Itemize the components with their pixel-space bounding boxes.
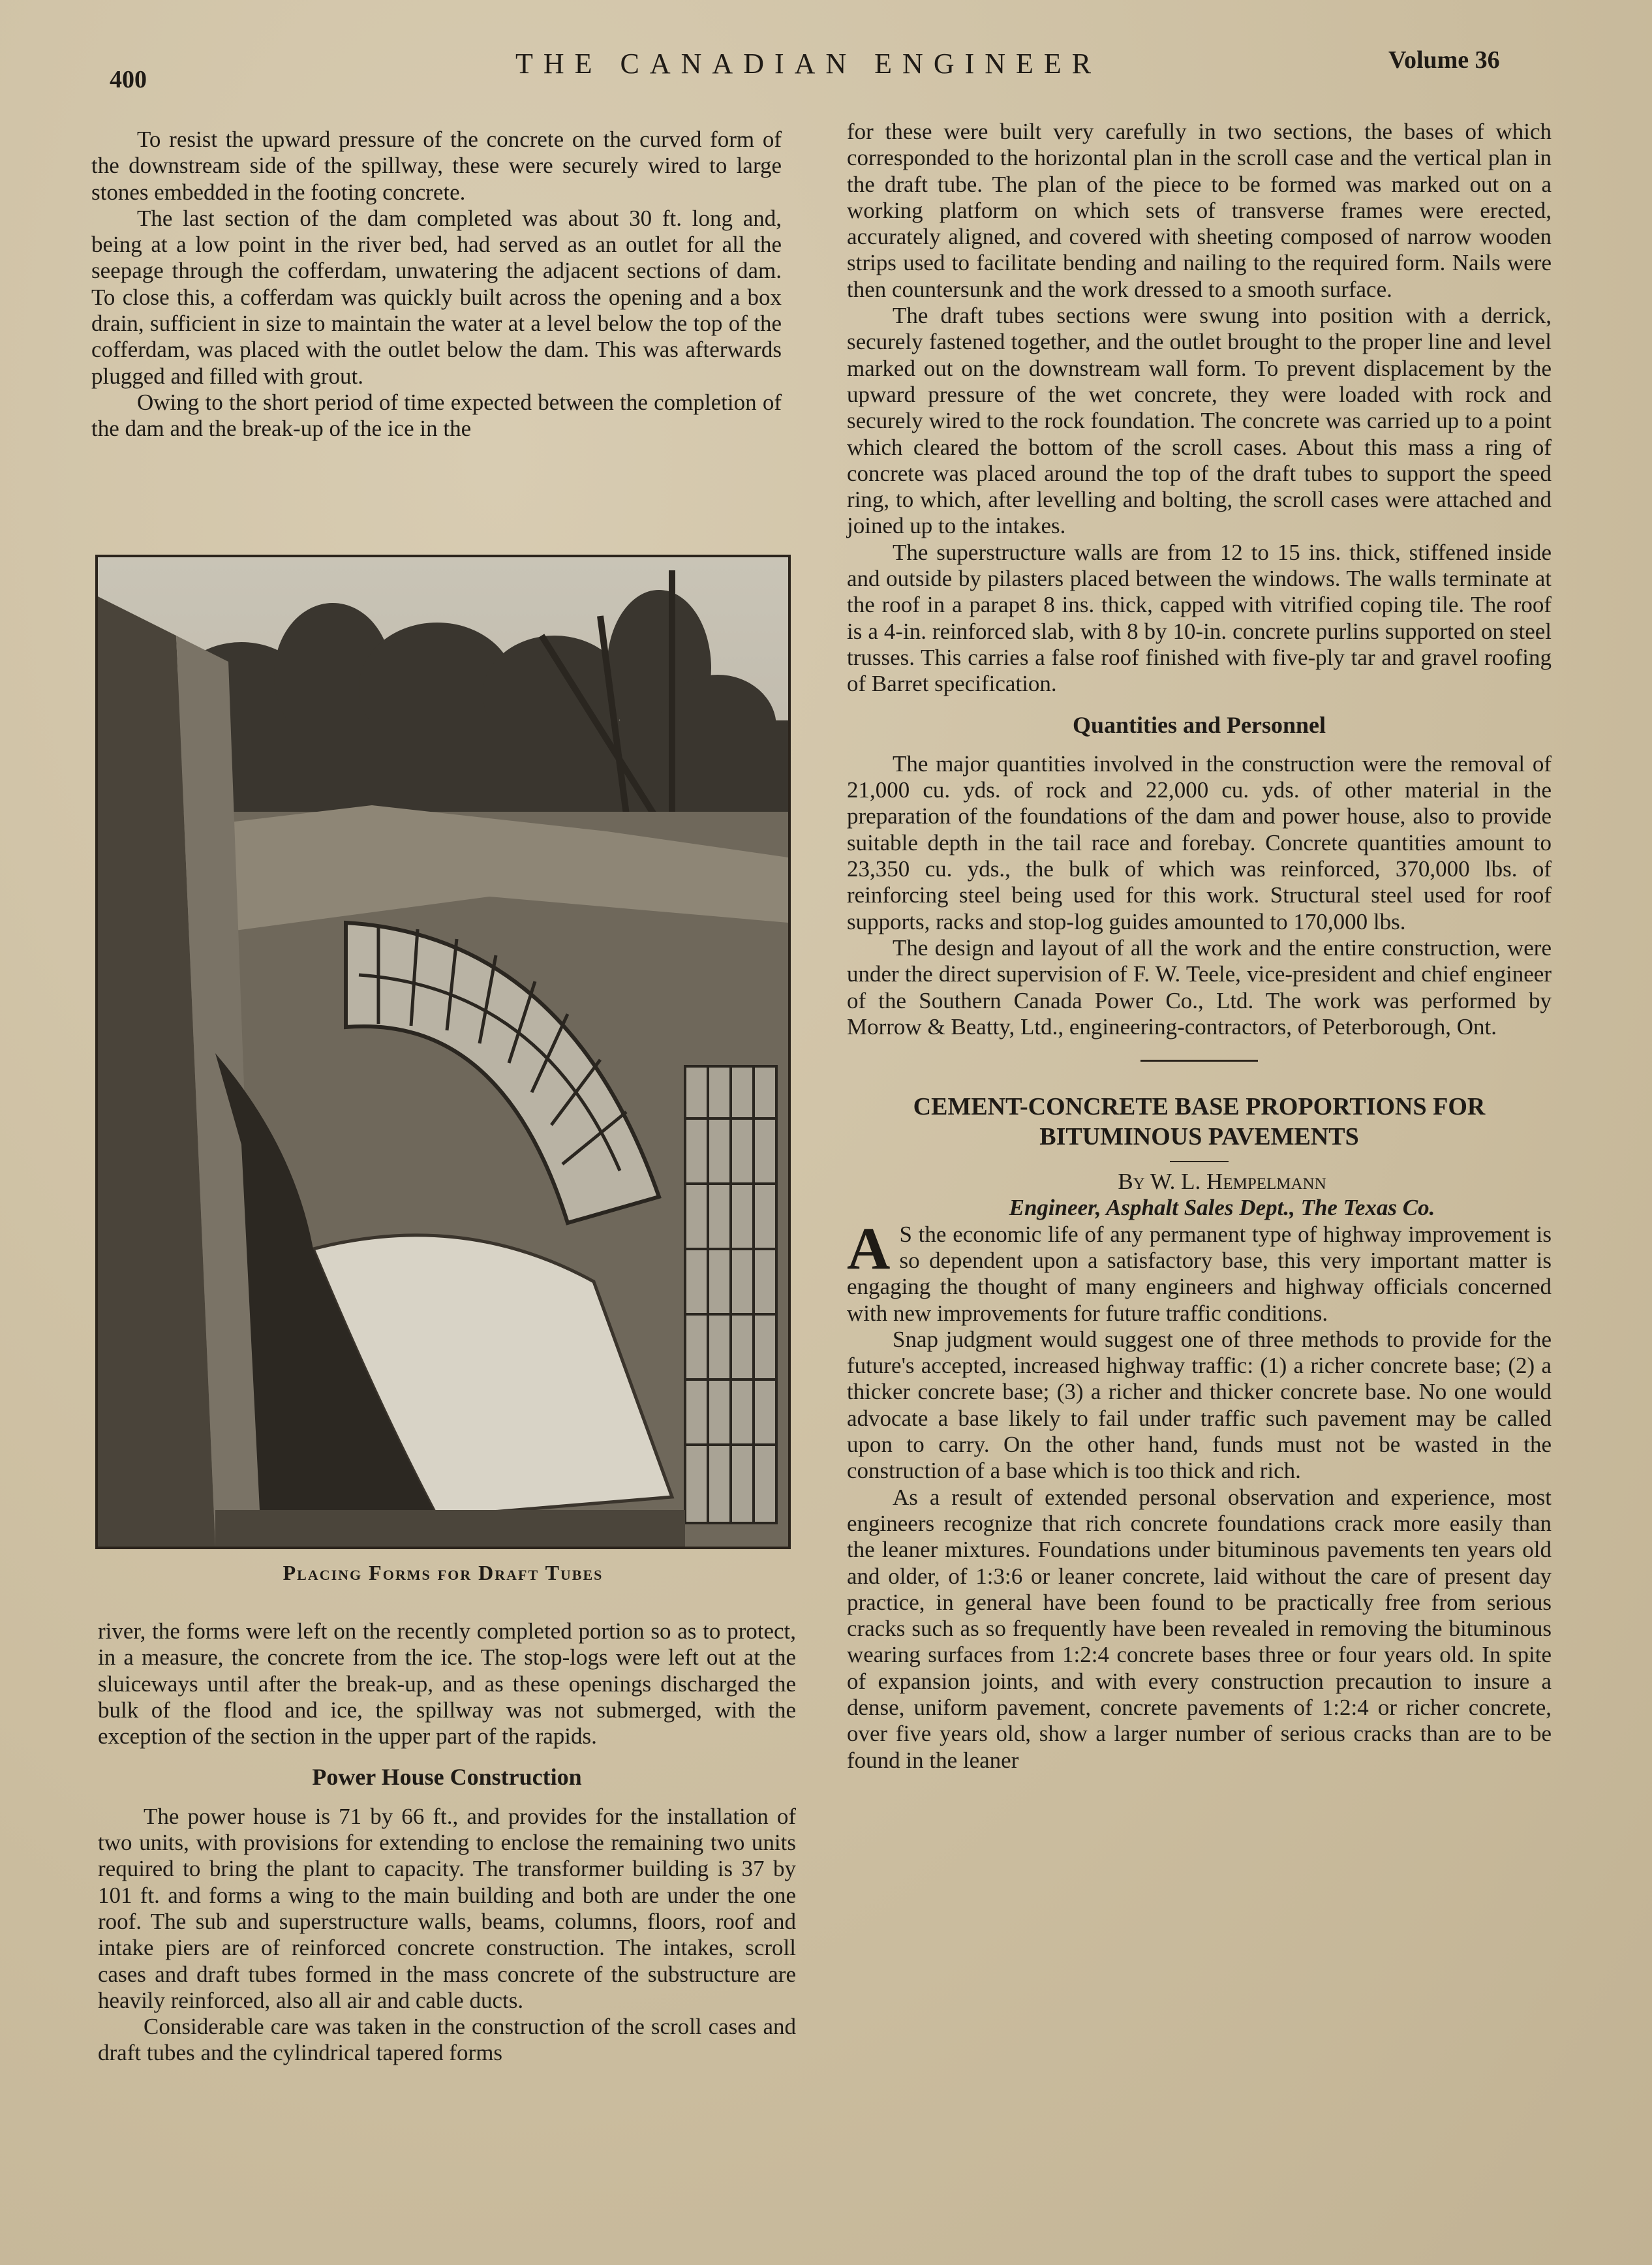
paragraph: The last section of the dam completed was about 30 ft. long and, being at a low point in the river bed, had served as an outlet for all the seepage through the cofferdam, unwatering the adjacent sections of dam. To close this, a cofferdam was quickly built across the opening and a box drain, sufficient in size to maintain the water at a level below the top of the cofferdam, was placed with the outlet below the dam. This was afterwards plugged and filled with grout.	[91, 205, 782, 389]
paragraph: The design and layout of all the work and the entire construction, were under the direct supervision of F. W. Teele, vice-president and chief engineer of the Southern Canada Power Co., Ltd. The work was performed by Morrow & Beatty, Ltd., engineering-contractors, of Peterborough, Ont.	[847, 934, 1552, 1040]
author-affiliation: Engineer, Asphalt Sales Dept., The Texas Co.	[1009, 1195, 1435, 1221]
paragraph: The superstructure walls are from 12 to 15 ins. thick, stiffened inside and outside by pilasters placed between the windows. The walls terminate at the roof in a parapet 8 ins. thick, capped with vitrified coping tile. The roof is a 4-in. reinforced slab, with 8 by 10-in. concrete purlins supported on steel trusses. This carries a false roof finished with five-ply tar and gravel roofing of Barret specification.	[847, 539, 1552, 697]
byline: By W. L. Hempelmann	[1118, 1169, 1326, 1195]
first-paragraph-text: S the economic life of any permanent type of highway improvement is so dependent upon a satisfactory base, this very important matter is engaging the thought of many engineers and highway officials concerned with new improvements for future traffic conditions.	[847, 1221, 1552, 1326]
paragraph: river, the forms were left on the recently completed portion so as to protect, in a measure, the concrete from the ice. The stop-logs were left out at the sluiceways until after the break-up, and as these openings discharged the bulk of the flood and ice, the spillway was not submerged, with the exception of the section in the upper part of the rapids.	[98, 1618, 796, 1749]
paragraph: As a result of extended personal observation and experience, most engineers recognize that rich concrete foundations crack more easily than the leaner mixtures. Foundations under bituminous pavements ten years old and older, of 1:3:6 or leaner concrete, laid without the care of present day practice, in general have been found to be practically free from serious cracks such as so frequently have been revealed in removing the bituminous wearing surfaces from 1:2:4 concrete bases three or four years old. In spite of expansion joints, and with every construction precaution to insure a dense, uniform pavement, concrete pavements of 1:2:4 or richer concrete, over five years old, show a larger number of serious cracks than are to be found in the leaner	[847, 1484, 1552, 1773]
paragraph: Owing to the short period of time expected between the completion of the dam and the break-up of the ice in the	[91, 389, 782, 442]
paragraph: Snap judgment would suggest one of three methods to provide for the future's accepted, increased highway traffic: (1) a richer concrete base; (2) a thicker concrete base; (3) a richer and thicker concrete base. No one would advocate a base likely to fail under traffic such pavement may be called upon to carry. On the other hand, funds must not be wasted in the construction of a base which is too thick and rich.	[847, 1326, 1552, 1484]
section-heading: Quantities and Personnel	[1072, 711, 1326, 738]
left-column-bottom	[98, 1618, 796, 2067]
figure-caption: Placing Forms for Draft Tubes	[283, 1561, 604, 1584]
drop-cap: A	[847, 1214, 891, 1282]
paragraph: The power house is 71 by 66 ft., and provides for the installation of two units, with provisions for extending to enclose the remaining two units required to bring the plant to capacity. The transformer building is 37 by 101 ft. and forms a wing to the main building and both are under the one roof. The sub and superstructure walls, beams, columns, floors, roof and intake piers are of reinforced concrete construction. The intakes, scroll cases and draft tubes formed in the mass concrete of the substructure are heavily reinforced, also all air and cable ducts.	[98, 1803, 796, 2013]
right-column	[847, 119, 1552, 1774]
left-column-top	[91, 127, 782, 442]
title-rule	[1170, 1161, 1229, 1162]
article-title: CEMENT-CONCRETE BASE PROPORTIONS FOR BITUMINOUS PAVEMENTS	[913, 1093, 1486, 1151]
paragraph: for these were built very carefully in two sections, the bases of which corresponded to the horizontal plan in the scroll case and the vertical plan in the draft tube. The plan of the piece to be formed was marked out on a working platform on which sets of transverse frames were erected, accurately aligned, and covered with sheeting composed of narrow wooden strips used to facilitate bending and nailing to the required form. Nails were then countersunk and the work dressed to a smooth surface.	[847, 119, 1552, 302]
page-header	[0, 44, 1652, 93]
photo-image	[98, 557, 788, 1547]
photo-draft-tube-forms	[95, 555, 791, 1549]
article-first-paragraph	[847, 1214, 1552, 1327]
article-divider	[1140, 1060, 1258, 1062]
section-heading: Power House Construction	[312, 1764, 582, 1791]
paragraph: To resist the upward pressure of the concrete on the curved form of the downstream side of the spillway, these were securely wired to large stones embedded in the footing concrete.	[91, 127, 782, 205]
paragraph: The draft tubes sections were swung into position with a derrick, securely fastened together, and the outlet brought to the proper line and level marked out on the downstream wall form. To prevent displacement by the upward pressure of the wet concrete, they were loaded with rock and securely wired to the rock foundation. The concrete was carried up to a point which cleared the bottom of the scroll cases. About this mass a ring of concrete was placed around the top of the draft tubes to support the speed ring, to which, after levelling and bolting, the scroll cases were attached and joined up to the intakes.	[847, 303, 1552, 539]
page-number: 400	[110, 66, 147, 93]
paragraph: Considerable care was taken in the construction of the scroll cases and draft tubes and the cylindrical tapered forms	[98, 2014, 796, 2066]
journal-title: THE CANADIAN ENGINEER	[515, 48, 1102, 80]
paragraph: The major quantities involved in the construction were the removal of 21,000 cu. yds. of rock and 22,000 cu. yds. of other material in the preparation of the foundations of the dam and power house, also to provide suitable depth in the tail race and forebay. Concrete quantities amount to 23,350 cu. yds., the bulk of which was reinforced, 370,000 lbs. of reinforcing steel being used for this work. Structural steel used for roof supports, racks and stop-log guides amounted to 170,000 lbs.	[847, 750, 1552, 934]
volume-label: Volume 36	[1388, 46, 1500, 74]
